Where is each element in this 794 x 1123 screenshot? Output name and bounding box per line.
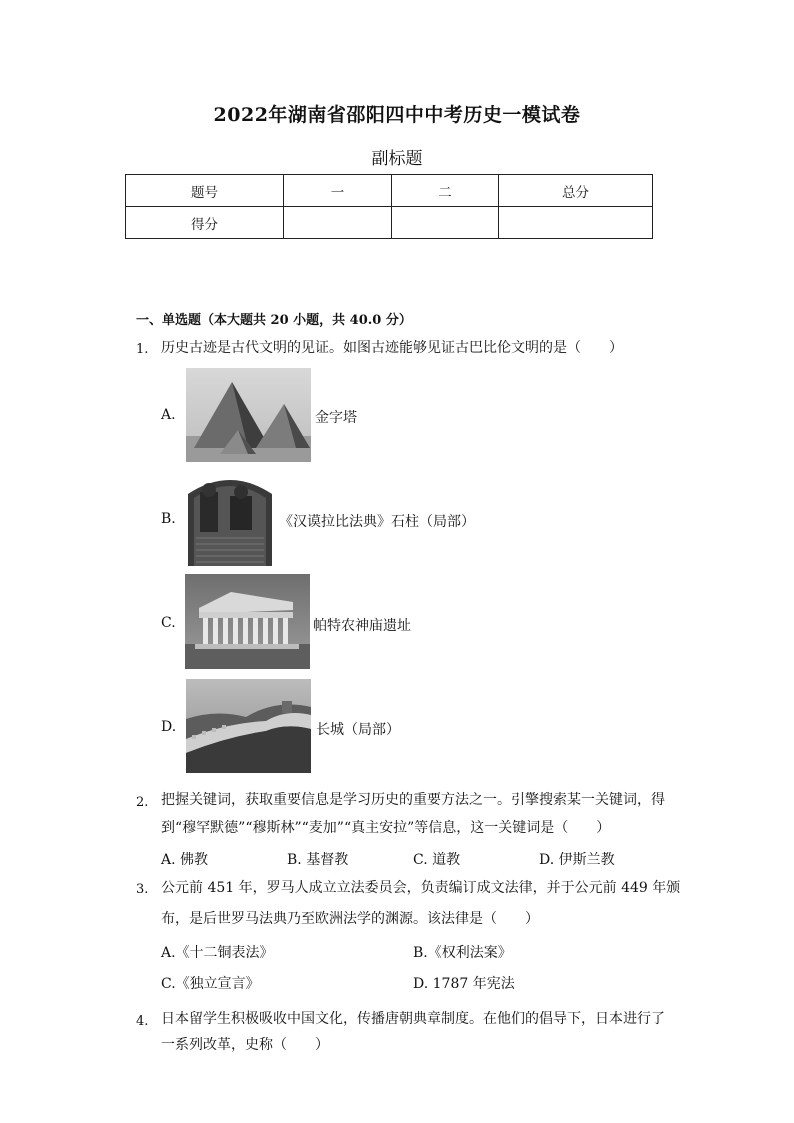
score-header-cell: 一 (284, 175, 392, 207)
question-text: 布，是后世罗马法典乃至欧洲法学的渊源。该法律是（ ） (161, 911, 539, 927)
score-cell (284, 207, 392, 239)
question-text: 一系列改革，史称（ ） (161, 1037, 329, 1053)
exam-title: 2022年湖南省邵阳四中中考历史一模试卷 (213, 104, 581, 126)
section-heading: 一、单选题（本大题共 20 小题，共 40.0 分） (136, 313, 412, 328)
exam-subtitle: 副标题 (371, 149, 423, 169)
score-header-cell: 总分 (499, 175, 653, 207)
score-table (125, 174, 653, 239)
answer-option: A.《十二铜表法》 (161, 945, 274, 961)
option-letter: B. (161, 511, 176, 527)
score-table-header-row (126, 175, 653, 207)
option-caption: 长城（局部） (316, 722, 400, 738)
answer-option: B.《权利法案》 (413, 945, 512, 961)
question-number: 3. (136, 882, 149, 897)
option-caption: 《汉谟拉比法典》石柱（局部） (279, 514, 475, 530)
answer-option: A. 佛教 (161, 852, 209, 868)
score-header-cell: 题号 (126, 175, 284, 207)
question-text: 历史古迹是古代文明的见证。如图古迹能够见证古巴比伦文明的是（ ） (161, 340, 623, 356)
question-number: 1. (136, 342, 149, 357)
pyramids-photo-icon (186, 368, 311, 462)
option-letter: C. (161, 615, 176, 631)
parthenon-photo-icon (185, 574, 310, 669)
question-number: 4. (136, 1014, 149, 1029)
answer-option: D. 伊斯兰教 (539, 852, 615, 868)
option-caption: 金字塔 (315, 410, 357, 426)
score-table-row (126, 207, 653, 239)
score-header-cell: 二 (392, 175, 499, 207)
answer-option: B. 基督教 (287, 852, 349, 868)
option-letter: A. (161, 407, 176, 423)
question-text: 日本留学生积极吸收中国文化，传播唐朝典章制度。在他们的倡导下，日本进行了 (161, 1011, 665, 1027)
answer-option: C. 道教 (413, 852, 461, 868)
question-text: 把握关键词，获取重要信息是学习历史的重要方法之一。引擎搜索某一关键词，得 (161, 792, 665, 808)
question-number: 2. (136, 795, 149, 810)
option-letter: D. (161, 719, 177, 735)
option-caption: 帕特农神庙遗址 (313, 618, 411, 634)
question-text: 公元前 451 年，罗马人成立立法委员会，负责编订成文法律，并于公元前 449 年颁 (161, 880, 681, 896)
answer-option: D. 1787 年宪法 (413, 976, 515, 992)
hammurabi-stele-photo-icon (186, 472, 274, 566)
score-row-label: 得分 (126, 207, 284, 239)
answer-option: C.《独立宣言》 (161, 976, 260, 992)
score-cell (499, 207, 653, 239)
score-cell (392, 207, 499, 239)
great-wall-photo-icon (186, 679, 311, 773)
question-text: 到“穆罕默德”“穆斯林”“麦加”“真主安拉”等信息，这一关键词是（ ） (161, 820, 611, 836)
